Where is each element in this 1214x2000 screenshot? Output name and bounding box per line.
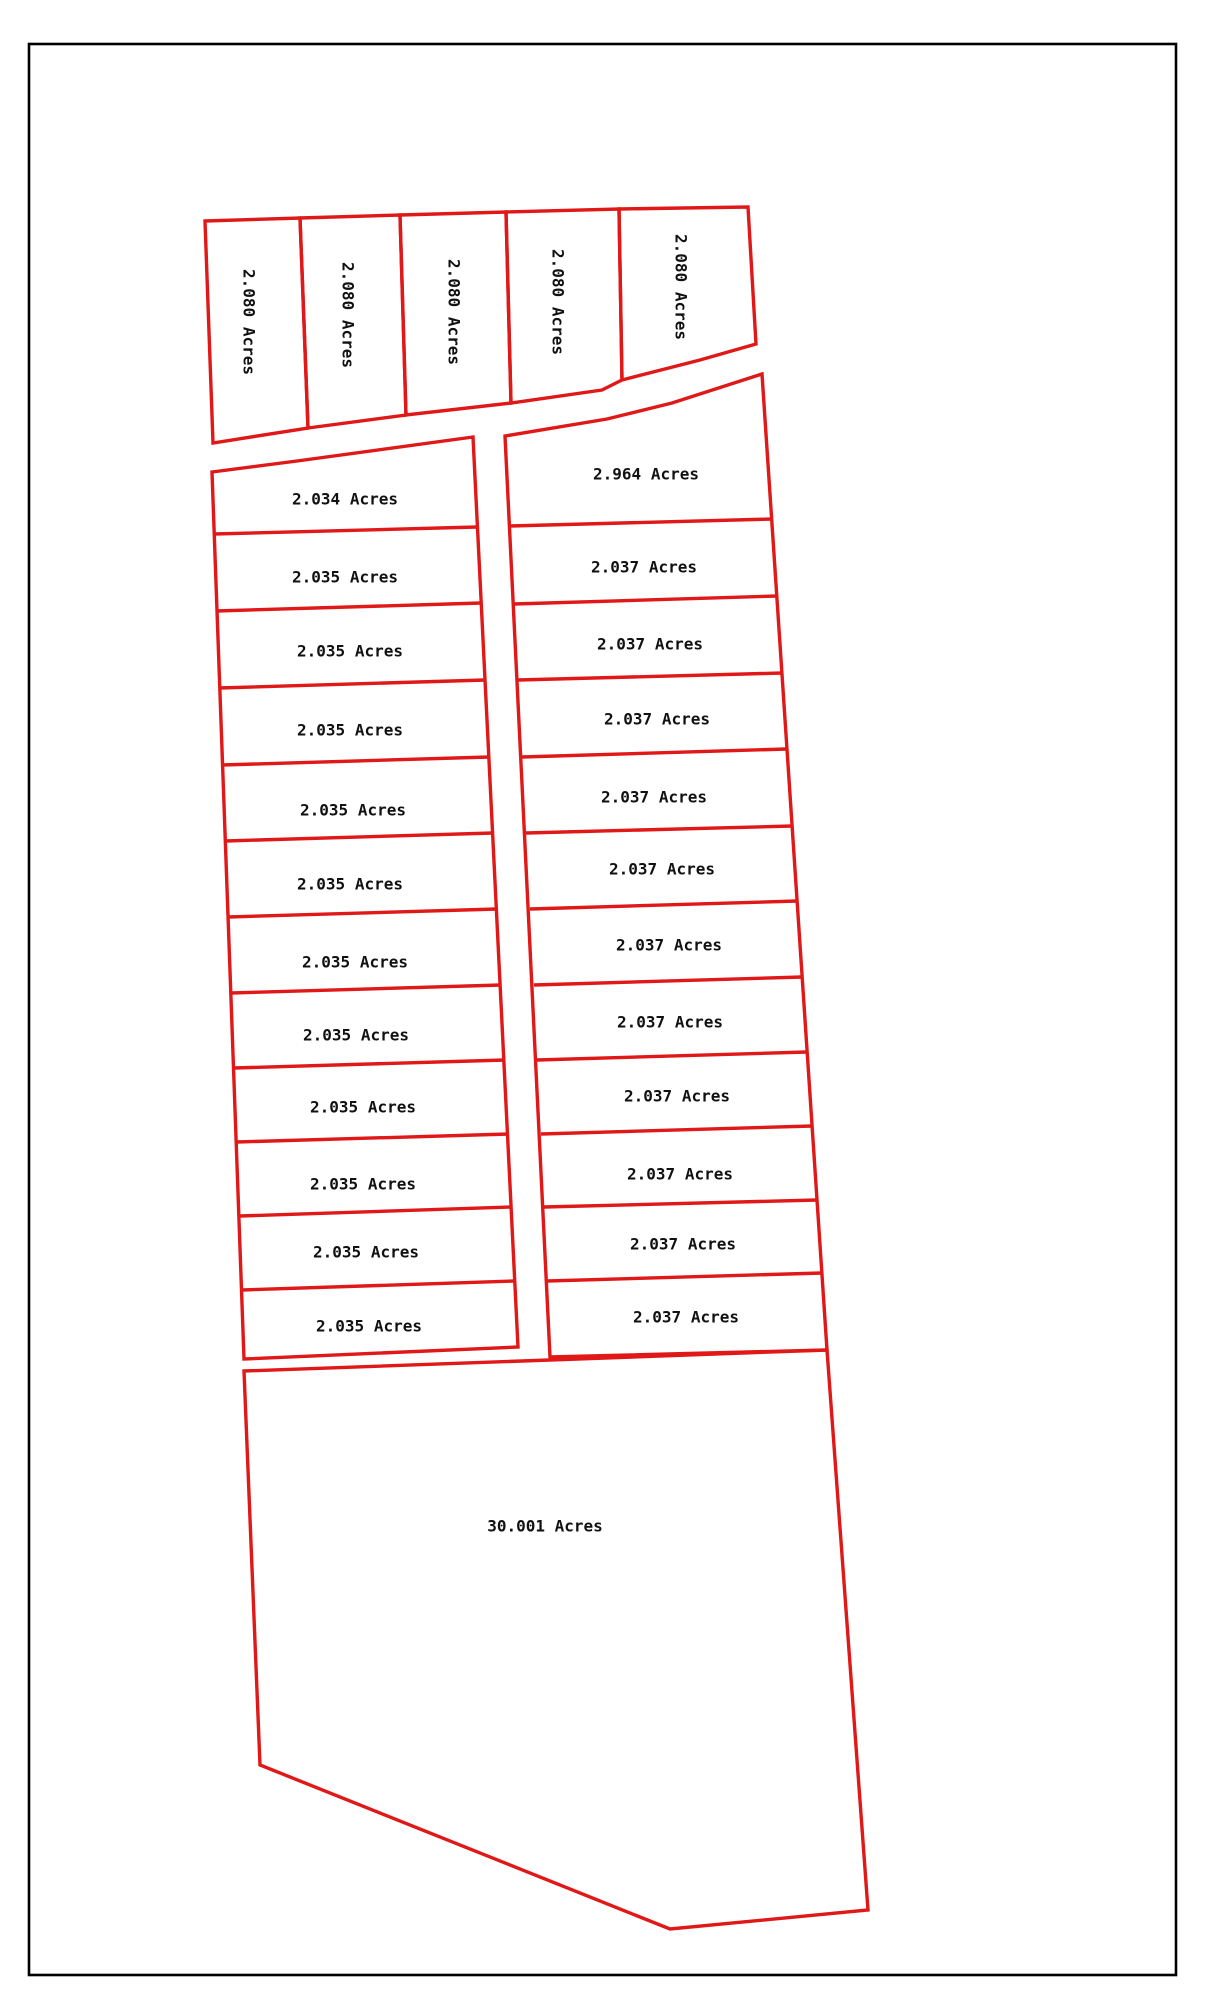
- west-lot-7-area: 2.035 Acres: [302, 952, 408, 972]
- map-frame: [29, 44, 1176, 1975]
- east-lot-1-area: 2.964 Acres: [593, 464, 699, 484]
- north-lot-1-area: 2.080 Acres: [239, 269, 259, 375]
- east-divider-7: [534, 977, 802, 985]
- north-lot-3-area: 2.080 Acres: [444, 259, 464, 365]
- west-lot-4-area: 2.035 Acres: [297, 720, 403, 740]
- north-lots: [205, 207, 756, 443]
- east-lots: [505, 374, 827, 1357]
- south-tract-area: 30.001 Acres: [487, 1516, 603, 1536]
- east-lot-9-area: 2.037 Acres: [624, 1086, 730, 1106]
- west-divider-8: [234, 1060, 505, 1068]
- east-divider-3: [518, 673, 782, 680]
- west-lot-12-area: 2.035 Acres: [316, 1316, 422, 1336]
- east-lot-8-area: 2.037 Acres: [617, 1012, 723, 1032]
- west-divider-7: [231, 985, 501, 993]
- east-divider-9: [541, 1126, 812, 1134]
- west-divider-6: [228, 909, 497, 917]
- west-divider-10: [240, 1207, 512, 1216]
- south-tract: [244, 1350, 868, 1929]
- north-lot-2-area: 2.080 Acres: [338, 262, 358, 368]
- east-lot-5-area: 2.037 Acres: [601, 787, 707, 807]
- west-divider-11: [242, 1281, 515, 1290]
- west-divider-1: [214, 527, 477, 534]
- west-divider-3: [219, 680, 485, 688]
- east-divider-2: [514, 596, 777, 604]
- west-lot-5-area: 2.035 Acres: [300, 800, 406, 820]
- north-lot-5-area: 2.080 Acres: [671, 234, 691, 340]
- west-divider-2: [216, 603, 481, 611]
- west-divider-5: [225, 833, 493, 841]
- east-divider-11: [547, 1273, 822, 1281]
- east-divider-5: [526, 826, 792, 833]
- north-lot-4-area: 2.080 Acres: [548, 249, 568, 355]
- south-tract-outline: [244, 1350, 868, 1929]
- east-divider-6: [530, 901, 797, 909]
- east-lot-11-area: 2.037 Acres: [630, 1234, 736, 1254]
- west-lot-8-area: 2.035 Acres: [303, 1025, 409, 1045]
- west-lot-9-area: 2.035 Acres: [310, 1097, 416, 1117]
- west-lot-1-area: 2.034 Acres: [292, 489, 398, 509]
- east-lot-4-area: 2.037 Acres: [604, 709, 710, 729]
- west-lot-3-area: 2.035 Acres: [297, 641, 403, 661]
- east-divider-1: [510, 519, 772, 526]
- east-lot-2-area: 2.037 Acres: [591, 557, 697, 577]
- east-lot-6-area: 2.037 Acres: [609, 859, 715, 879]
- west-lot-6-area: 2.035 Acres: [297, 874, 403, 894]
- west-divider-4: [222, 757, 489, 765]
- east-divider-4: [522, 749, 787, 757]
- east-lot-12-area: 2.037 Acres: [633, 1307, 739, 1327]
- east-lot-7-area: 2.037 Acres: [616, 935, 722, 955]
- west-lots: [212, 437, 518, 1359]
- west-divider-9: [237, 1134, 509, 1142]
- east-divider-10: [544, 1200, 817, 1207]
- west-lot-2-area: 2.035 Acres: [292, 567, 398, 587]
- east-divider-8: [537, 1052, 807, 1060]
- east-lot-3-area: 2.037 Acres: [597, 634, 703, 654]
- west-lot-11-area: 2.035 Acres: [313, 1242, 419, 1262]
- west-lot-10-area: 2.035 Acres: [310, 1174, 416, 1194]
- east-lot-10-area: 2.037 Acres: [627, 1164, 733, 1184]
